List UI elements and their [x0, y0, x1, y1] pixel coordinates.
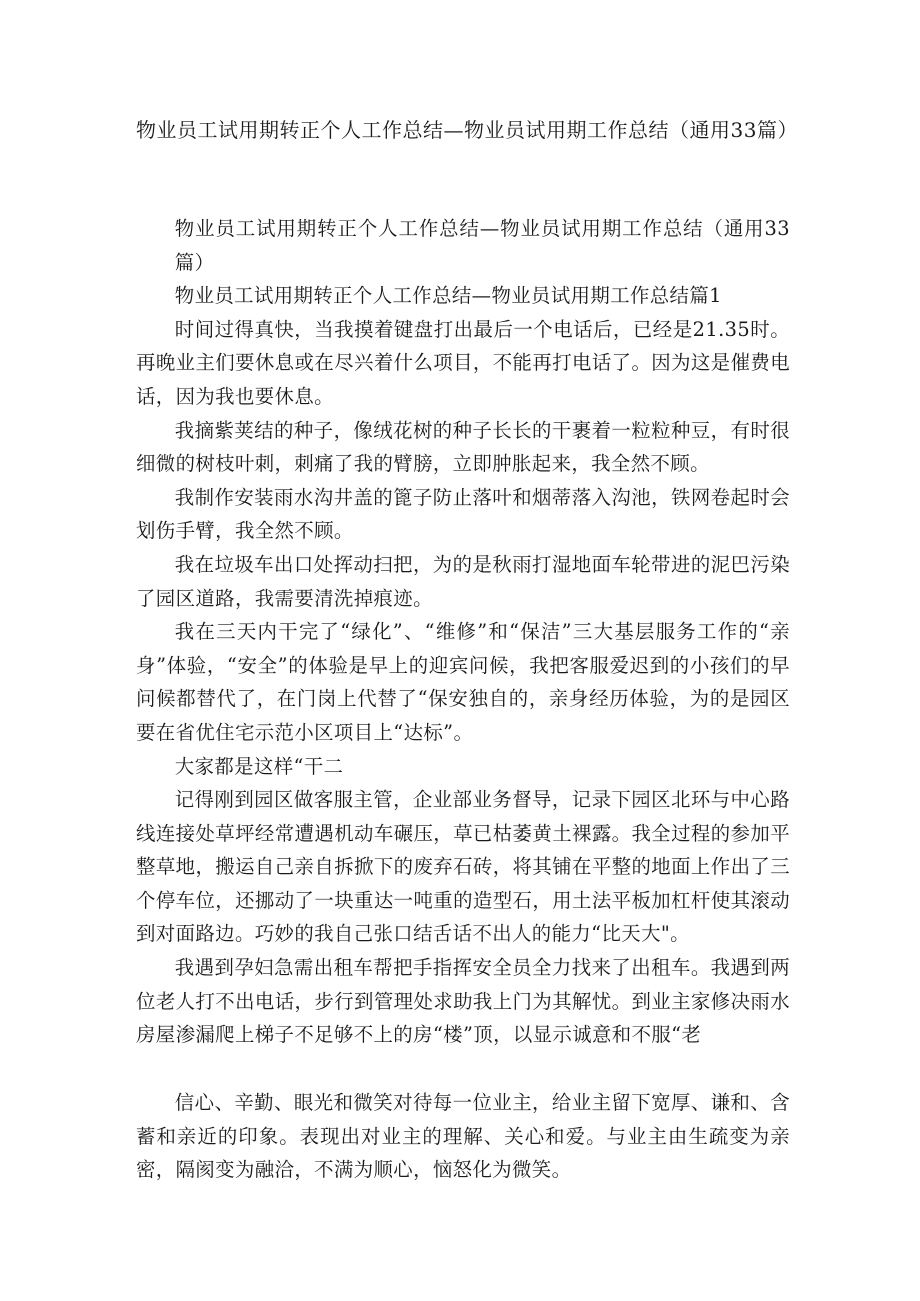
body-paragraph: 我在三天内干完了“绿化”、“维修”和“保洁”三大基层服务工作的“亲身”体验，“安全”的体验是早上的迎宾问候，我把客服爱迟到的小孩们的早问候都替代了，在门岗上代替了“保安独自的，亲身经历体验，为的是园区要在省优住宅示范小区项目上“达标”。: [136, 620, 790, 744]
body-paragraph: 我在垃圾车出口处挥动扫把，为的是秋雨打湿地面车轮带进的泥巴污染了园区道路，我需要清洗掉痕迹。: [136, 552, 790, 610]
body-paragraph: 我摘紫荚结的种子，像绒花树的种子长长的干裹着一粒粒种豆，有时很细微的树枝叶刺，刺痛了我的臂膀，立即肿胀起来，我全然不顾。: [136, 418, 790, 476]
section-heading: 物业员工试用期转正个人工作总结—物业员试用期工作总结篇1: [174, 284, 722, 308]
body-paragraph: 大家都是这样“干二: [174, 754, 344, 778]
body-paragraph: 我制作安装雨水沟井盖的篦子防止落叶和烟蒂落入沟池，铁网卷起时会划伤手臂，我全然不顾。: [136, 485, 790, 543]
body-paragraph: 信心、辛勤、眼光和微笑对待每一位业主，给业主留下宽厚、谦和、含蓄和亲近的印象。表现出对业主的理解、关心和爱。与业主由生疏变为亲密，隔阂变为融洽，不满为顺心，恼怒化为微笑。: [136, 1091, 790, 1182]
body-paragraph: 我遇到孕妇急需出租车帮把手指挥安全员全力找来了出租车。我遇到两位老人打不出电话，步行到管理处求助我上门为其解忧。到业主家修决雨水房屋渗漏爬上梯子不足够不上的房“楼”顶，以显示诚意和不服“老: [136, 956, 790, 1047]
continuation-block: [136, 1086, 790, 1187]
subtitle-paragraph: 物业员工试用期转正个人工作总结—物业员试用期工作总结（通用33篇）: [174, 217, 790, 274]
body-paragraph: 记得刚到园区做客服主管，企业部业务督导，记录下园区北环与中心路线连接处草坪经常遭遇机动车碾压，草已枯萎黄土裸露。我全过程的参加平整草地，搬运自己亲自拆掀下的废弃石砖，将其铺在平整的地面上作出了三个停车位，还挪动了一块重达一吨重的造型石，用土法平板加杠杆使其滚动到对面路边。巧妙的我自己张口结舌话不出人的能力“比天大"。: [136, 788, 790, 946]
document-title: 物业员工试用期转正个人工作总结—物业员试用期工作总结（通用33篇）: [136, 118, 798, 142]
document-body: [136, 212, 790, 1052]
body-paragraph: 时间过得真快，当我摸着键盘打出最后一个电话后，已经是21.35时。再晚业主们要休息或在尽兴着什么项目，不能再打电话了。因为这是催费电话，因为我也要休息。: [136, 317, 790, 408]
